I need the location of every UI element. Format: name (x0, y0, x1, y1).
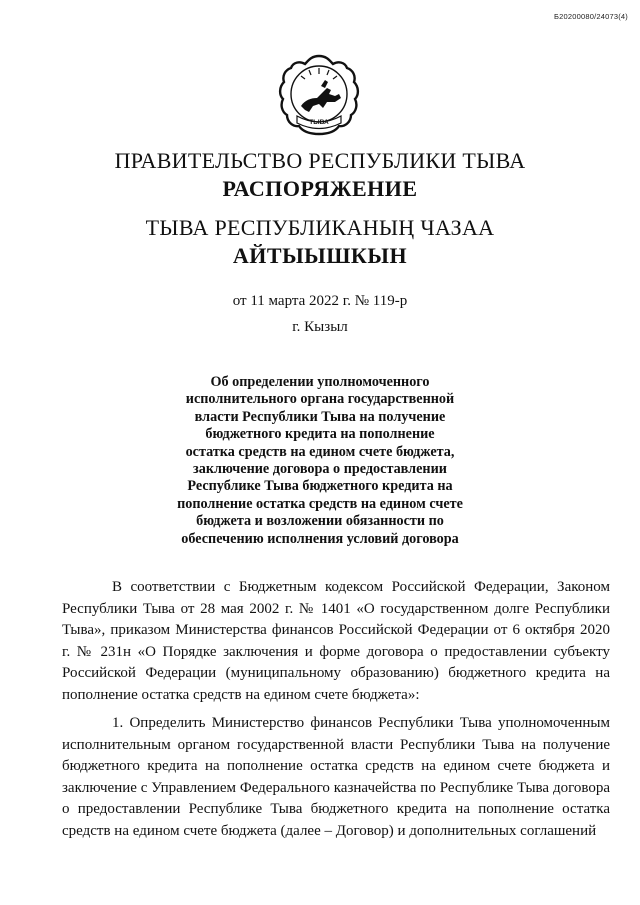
government-title-tyvan: ТЫВА РЕСПУБЛИКАНЫҢ ЧАЗАА (145, 215, 495, 240)
body-paragraph: 1. Определить Министерство финансов Республики Тыва уполномоченным исполнительным органом государственной власти Республики Тыва на получение бюджетного кредита на пополнение остатка средств на едином счете бюджета и заключение с Управлением Федерального казначейства по Республике Тыва договора о предоставлении Республике Тыва бюджетного кредита на пополнение остатка средств на едином счете бюджета (далее – Договор) и дополнительных соглашений (62, 715, 610, 839)
government-title: ПРАВИТЕЛЬСТВО РЕСПУБЛИКИ ТЫВА (114, 148, 526, 173)
document-code: Б20200080/24073(4) (554, 12, 628, 21)
date-line: от 11 марта 2022 г. № 119-р (232, 293, 408, 309)
svg-text:ТЫВА: ТЫВА (309, 119, 329, 126)
title-line: остатка средств на едином счете бюджета, (185, 443, 455, 460)
title-line: заключение договора о предоставлении (193, 461, 447, 478)
order-title: РАСПОРЯЖЕНИЕ (222, 176, 418, 201)
title-line: бюджета и возложении обязанности по (196, 513, 444, 530)
title-line: пополнение остатка средств на едином счете (177, 495, 463, 512)
title-line: Республике Тыва бюджетного кредита на (187, 478, 453, 495)
order-title-tyvan: АЙТЫЫШКЫН (232, 243, 408, 268)
body-paragraph: В соответствии с Бюджетным кодексом Российской Федерации, Законом Республики Тыва от 28 мая 2002 г. № 1401 «О государственном долге Республики Тыва», приказом Министерства финансов Российской Федерации от 6 октября 2020 г. № 231н «О Порядке заключения и форме договора о предоставлении субъекту Российской Федерации (муниципальному образованию) бюджетного кредита на пополнение остатка средств на едином счете бюджета»: (62, 579, 610, 703)
document-title (150, 374, 490, 548)
tyva-emblem-icon (275, 52, 363, 138)
title-line: Об определении уполномоченного (210, 374, 430, 390)
title-line: бюджетного кредита на пополнение (205, 426, 435, 443)
title-line: обеспечению исполнения условий договора (181, 530, 459, 547)
title-line: власти Республики Тыва на получение (194, 408, 446, 425)
city-line: г. Кызыл (292, 319, 348, 335)
title-line: исполнительного органа государственной (185, 391, 455, 408)
